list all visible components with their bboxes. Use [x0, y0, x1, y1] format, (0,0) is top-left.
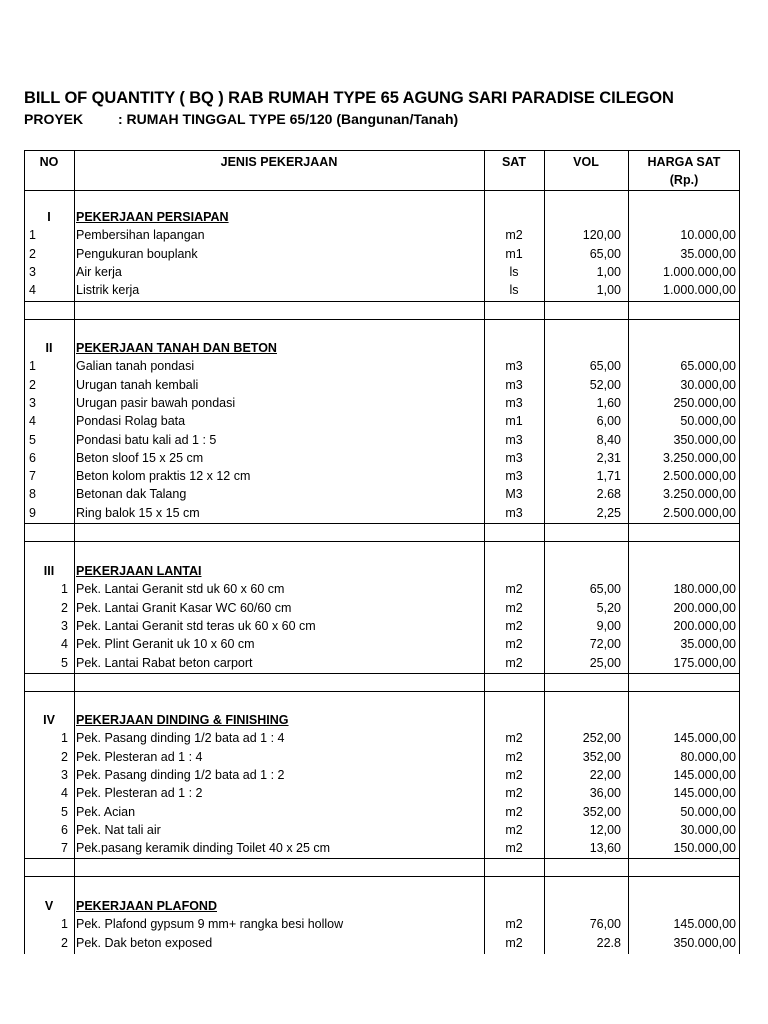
- item-volume: 65,00: [589, 246, 621, 261]
- item-volume: 1,60: [596, 395, 621, 410]
- item-job: Pek. Dak beton exposed: [76, 935, 213, 950]
- item-number: 5: [61, 804, 68, 819]
- section-title: PEKERJAAN PERSIAPAN: [76, 210, 229, 224]
- item-unit: m2: [505, 767, 523, 782]
- item-volume: 1,00: [596, 264, 621, 279]
- table-row: [24, 281, 740, 299]
- item-number: 4: [61, 637, 68, 652]
- item-unit: ls: [509, 264, 519, 279]
- row-divider: [24, 858, 740, 859]
- item-job: Pek. Pasang dinding 1/2 bata ad 1 : 2: [76, 767, 285, 782]
- item-number: 2: [61, 935, 68, 950]
- item-number: 1: [61, 731, 68, 746]
- item-number: 2: [61, 749, 68, 764]
- item-price: 35.000,00: [680, 637, 736, 652]
- item-number: 7: [29, 469, 36, 484]
- table-row: [24, 748, 740, 766]
- item-volume: 22.8: [596, 935, 621, 950]
- item-job: Pek. Lantai Geranit std teras uk 60 x 60 cm: [76, 618, 316, 633]
- item-unit: m2: [505, 786, 523, 801]
- item-unit: m3: [505, 450, 523, 465]
- table-row: [24, 580, 740, 598]
- item-volume: 9,00: [596, 618, 621, 633]
- item-unit: m3: [505, 505, 523, 520]
- item-job: Ring balok 15 x 15 cm: [76, 505, 200, 520]
- item-number: 6: [29, 450, 36, 465]
- table-row: [24, 784, 740, 802]
- item-job: Galian tanah pondasi: [76, 359, 195, 374]
- item-job: Pek. Lantai Rabat beton carport: [76, 655, 253, 670]
- item-price: 30.000,00: [680, 377, 736, 392]
- item-price: 145.000,00: [673, 917, 736, 932]
- item-number: 2: [29, 377, 36, 392]
- item-job: Pek. Pasang dinding 1/2 bata ad 1 : 4: [76, 731, 285, 746]
- item-unit: m2: [505, 822, 523, 837]
- section-row: [24, 208, 740, 226]
- row-divider: [24, 190, 740, 191]
- table-row: [24, 599, 740, 617]
- item-unit: m2: [505, 600, 523, 615]
- item-price: 2.500.000,00: [663, 505, 736, 520]
- row-divider: [24, 673, 740, 674]
- item-volume: 65,00: [589, 359, 621, 374]
- section-row: [24, 711, 740, 729]
- item-unit: m3: [505, 359, 523, 374]
- item-job: Beton sloof 15 x 25 cm: [76, 450, 204, 465]
- item-volume: 6,00: [596, 414, 621, 429]
- item-number: 4: [29, 414, 36, 429]
- section-row: [24, 339, 740, 357]
- item-number: 6: [61, 822, 68, 837]
- item-number: 2: [61, 600, 68, 615]
- project-line: [24, 111, 458, 127]
- item-job: Pek. Plesteran ad 1 : 2: [76, 786, 203, 801]
- item-number: 1: [61, 917, 68, 932]
- table-row: [24, 394, 740, 412]
- row-divider: [24, 876, 740, 877]
- item-number: 3: [61, 767, 68, 782]
- item-unit: m2: [505, 804, 523, 819]
- item-volume: 2,31: [596, 450, 621, 465]
- item-volume: 36,00: [589, 786, 621, 801]
- column-divider: [628, 150, 629, 954]
- item-number: 3: [29, 264, 36, 279]
- section-number: V: [44, 899, 54, 913]
- item-unit: m2: [505, 637, 523, 652]
- item-price: 200.000,00: [673, 600, 736, 615]
- item-number: 1: [29, 359, 36, 374]
- item-number: 2: [29, 246, 36, 261]
- row-divider: [24, 541, 740, 542]
- table-row: [24, 915, 740, 933]
- item-volume: 120,00: [582, 228, 621, 243]
- item-unit: m2: [505, 749, 523, 764]
- item-volume: 2,25: [596, 505, 621, 520]
- row-divider: [24, 150, 740, 151]
- item-unit: m1: [505, 246, 523, 261]
- item-job: Pek. Plesteran ad 1 : 4: [76, 749, 203, 764]
- item-unit: m3: [505, 469, 523, 484]
- item-number: 3: [29, 395, 36, 410]
- table-row: [24, 226, 740, 244]
- section-title: PEKERJAAN DINDING & FINISHING: [76, 713, 289, 727]
- item-job: Pondasi Rolag bata: [76, 414, 186, 429]
- item-number: 5: [61, 655, 68, 670]
- item-volume: 1,71: [596, 469, 621, 484]
- item-price: 3.250.000,00: [663, 450, 736, 465]
- item-number: 3: [61, 618, 68, 633]
- row-divider: [24, 301, 740, 302]
- table-row: [24, 467, 740, 485]
- column-divider: [739, 150, 740, 954]
- item-volume: 65,00: [589, 582, 621, 597]
- item-number: 1: [61, 582, 68, 597]
- table-row: [24, 654, 740, 672]
- table-row: [24, 821, 740, 839]
- item-unit: M3: [505, 487, 523, 502]
- item-job: Pek. Plint Geranit uk 10 x 60 cm: [76, 637, 255, 652]
- item-volume: 12,00: [589, 822, 621, 837]
- section-title: PEKERJAAN PLAFOND: [76, 899, 217, 913]
- item-price: 10.000,00: [680, 228, 736, 243]
- column-divider: [544, 150, 545, 954]
- table-row: [24, 449, 740, 467]
- section-row: [24, 897, 740, 915]
- item-price: 2.500.000,00: [663, 469, 736, 484]
- table-row: [24, 839, 740, 857]
- project-label: PROYEK: [24, 111, 84, 127]
- table-row: [24, 485, 740, 503]
- item-price: 50.000,00: [680, 414, 736, 429]
- section-number: IV: [43, 713, 55, 727]
- section-title: PEKERJAAN LANTAI: [76, 564, 202, 578]
- item-unit: m2: [505, 841, 523, 856]
- item-job: Pek. Nat tali air: [76, 822, 161, 837]
- table-row: [24, 263, 740, 281]
- item-price: 145.000,00: [673, 731, 736, 746]
- item-unit: m1: [505, 414, 523, 429]
- item-job: Pek. Lantai Granit Kasar WC 60/60 cm: [76, 600, 292, 615]
- item-price: 250.000,00: [673, 395, 736, 410]
- item-unit: m2: [505, 731, 523, 746]
- item-number: 9: [29, 505, 36, 520]
- table-row: [24, 766, 740, 784]
- item-price: 150.000,00: [673, 841, 736, 856]
- item-volume: 8,40: [596, 432, 621, 447]
- table-row: [24, 431, 740, 449]
- item-job: Pondasi batu kali ad 1 : 5: [76, 432, 217, 447]
- item-job: Pek. Acian: [76, 804, 136, 819]
- project-value: : RUMAH TINGGAL TYPE 65/120 (Bangunan/Tanah): [118, 111, 459, 127]
- item-volume: 52,00: [589, 377, 621, 392]
- item-volume: 72,00: [589, 637, 621, 652]
- section-title: PEKERJAAN TANAH DAN BETON: [76, 341, 277, 355]
- item-job: Urugan pasir bawah pondasi: [76, 395, 236, 410]
- column-divider: [484, 150, 485, 954]
- item-price: 3.250.000,00: [663, 487, 736, 502]
- header-harga-line2: (Rp.): [669, 173, 699, 187]
- header-vol: VOL: [573, 155, 599, 169]
- item-unit: m2: [505, 935, 523, 950]
- header-harga: [628, 153, 740, 189]
- item-volume: 25,00: [589, 655, 621, 670]
- item-job: Beton kolom praktis 12 x 12 cm: [76, 469, 251, 484]
- table-row: [24, 729, 740, 747]
- item-job: Pek. Plafond gypsum 9 mm+ rangka besi hollow: [76, 917, 344, 932]
- section-number: II: [45, 341, 53, 355]
- section-number: III: [43, 564, 55, 578]
- item-price: 65.000,00: [680, 359, 736, 374]
- item-job: Pembersihan lapangan: [76, 228, 205, 243]
- row-divider: [24, 691, 740, 692]
- column-divider: [24, 150, 25, 954]
- item-job: Urugan tanah kembali: [76, 377, 199, 392]
- table-row: [24, 357, 740, 375]
- item-number: 7: [61, 841, 68, 856]
- table-header: [24, 150, 740, 190]
- header-no: NO: [39, 155, 59, 169]
- item-volume: 13,60: [589, 841, 621, 856]
- table-row: [24, 934, 740, 952]
- item-volume: 352,00: [582, 804, 621, 819]
- header-sat: SAT: [501, 155, 527, 169]
- row-divider: [24, 319, 740, 320]
- document-title: BILL OF QUANTITY ( BQ ) RAB RUMAH TYPE 65 AGUNG SARI PARADISE CILEGON: [24, 89, 674, 107]
- item-volume: 76,00: [589, 917, 621, 932]
- item-unit: ls: [509, 283, 519, 298]
- item-price: 180.000,00: [673, 582, 736, 597]
- item-price: 35.000,00: [680, 246, 736, 261]
- item-volume: 5,20: [596, 600, 621, 615]
- item-job: Pek. Lantai Geranit std uk 60 x 60 cm: [76, 582, 285, 597]
- table-row: [24, 803, 740, 821]
- item-price: 350.000,00: [673, 432, 736, 447]
- item-price: 80.000,00: [680, 749, 736, 764]
- table-row: [24, 245, 740, 263]
- item-price: 200.000,00: [673, 618, 736, 633]
- item-job: Pengukuran bouplank: [76, 246, 198, 261]
- table-row: [24, 376, 740, 394]
- item-price: 30.000,00: [680, 822, 736, 837]
- item-job: Listrik kerja: [76, 283, 140, 298]
- table-row: [24, 412, 740, 430]
- item-unit: m2: [505, 582, 523, 597]
- item-job: Air kerja: [76, 264, 122, 279]
- item-number: 4: [29, 283, 36, 298]
- item-price: 1.000.000,00: [663, 283, 736, 298]
- item-price: 350.000,00: [673, 935, 736, 950]
- item-unit: m3: [505, 377, 523, 392]
- header-harga-line1: HARGA SAT: [647, 155, 721, 169]
- section-row: [24, 562, 740, 580]
- item-unit: m2: [505, 917, 523, 932]
- item-price: 145.000,00: [673, 767, 736, 782]
- item-unit: m2: [505, 228, 523, 243]
- item-job: Betonan dak Talang: [76, 487, 187, 502]
- item-price: 145.000,00: [673, 786, 736, 801]
- item-price: 175.000,00: [673, 655, 736, 670]
- row-divider: [24, 523, 740, 524]
- item-volume: 352,00: [582, 749, 621, 764]
- item-number: 4: [61, 786, 68, 801]
- item-unit: m2: [505, 655, 523, 670]
- table-row: [24, 617, 740, 635]
- item-number: 8: [29, 487, 36, 502]
- item-price: 1.000.000,00: [663, 264, 736, 279]
- item-unit: m3: [505, 395, 523, 410]
- item-volume: 2.68: [596, 487, 621, 502]
- item-volume: 1,00: [596, 283, 621, 298]
- item-volume: 22,00: [589, 767, 621, 782]
- item-number: 1: [29, 228, 36, 243]
- item-volume: 252,00: [582, 731, 621, 746]
- table-row: [24, 635, 740, 653]
- header-job: JENIS PEKERJAAN: [220, 155, 338, 169]
- table-row: [24, 504, 740, 522]
- column-divider: [74, 150, 75, 954]
- section-number: I: [47, 210, 51, 224]
- item-price: 50.000,00: [680, 804, 736, 819]
- item-unit: m2: [505, 618, 523, 633]
- item-job: Pek.pasang keramik dinding Toilet 40 x 25 cm: [76, 841, 331, 856]
- item-unit: m3: [505, 432, 523, 447]
- item-number: 5: [29, 432, 36, 447]
